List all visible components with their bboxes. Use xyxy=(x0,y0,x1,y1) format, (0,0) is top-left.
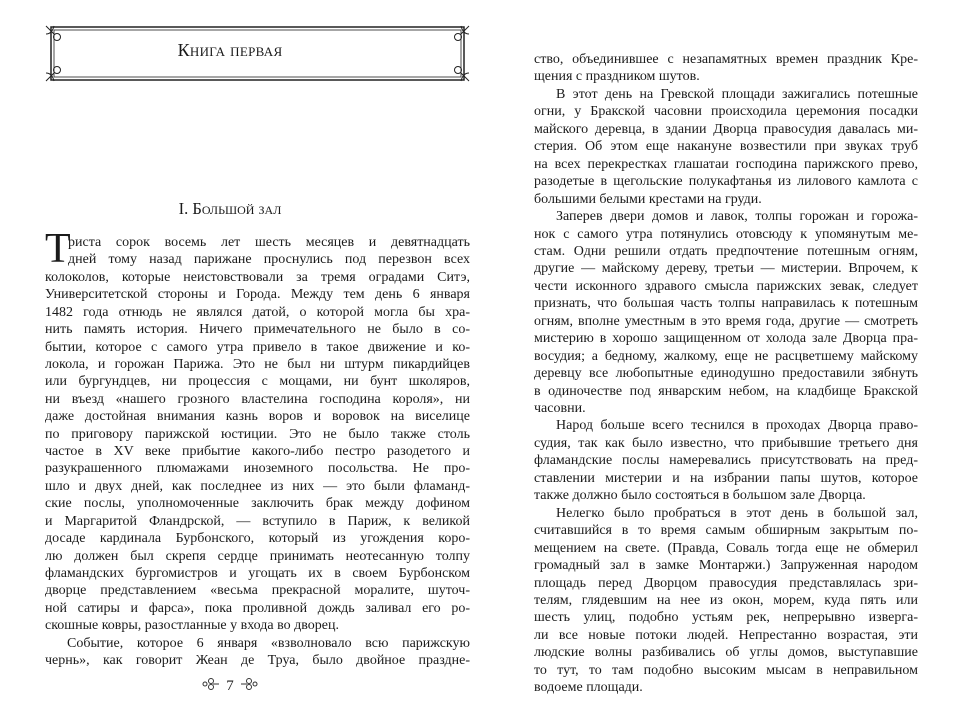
text-line: мистерию в хорошо защищенном от холода зале Дворца пра- xyxy=(534,331,918,347)
text-line: ной сатиры и фарса», пока проливной дождь заливал его ро- xyxy=(45,600,470,616)
text-line: огням, вполне уместным в это время года, другие — смотреть xyxy=(534,313,918,329)
text-line: и Маргаритой Фландрской, — вступило в Париж, к великой xyxy=(45,513,470,529)
drop-cap: Т xyxy=(45,226,71,272)
book-title: Книга первая xyxy=(177,40,283,60)
text-line: ни въезд «нашего грозного властелина господина короля», ни xyxy=(45,391,470,407)
text-line: в одиночестве под январским небом, на кладбище Бракской xyxy=(534,383,918,399)
text-line: фламандские послы намеревались присутствовать на пред- xyxy=(534,453,918,469)
text-line: стам. Одни решили отдать предпочтение потешным огням, xyxy=(534,243,918,259)
text-line: телям, глядевшим на нее из окон, морем, куда пять или xyxy=(534,592,918,608)
text-line: нок с самого утра потянулись отовсюду к упомянутым ме- xyxy=(534,226,918,242)
text-line: Событие, которое 6 января «взволновало всю парижскую xyxy=(67,635,470,651)
text-line: ставлении мистерии и на избрании папы шутов, которое xyxy=(534,470,918,486)
text-line: фламандских бургомистров и угощать их в своем Бурбонском xyxy=(45,565,470,581)
text-line: другие — майскому дереву, третьи — мистерии. Впрочем, к xyxy=(534,261,918,277)
text-line: нить память история. Ничего примечательного не было в со- xyxy=(45,322,470,338)
chapter-title: I. Большой зал xyxy=(178,199,282,218)
page-footer xyxy=(195,678,265,695)
text-line: Народ больше всего теснился в проходах Дворца право- xyxy=(556,418,918,434)
text-line: огни, у Бракской часовни происходила церемония посадки xyxy=(534,104,918,120)
text-line: большими белыми крестами на груди. xyxy=(534,191,762,207)
text-line: риста сорок восемь лет шесть месяцев и девятнадцать xyxy=(68,235,470,250)
text-line: щения с праздником шутов. xyxy=(534,69,700,85)
text-line: стерия. Об этом еще накануне возвестили при звуках труб xyxy=(534,139,918,155)
text-line: или бургундцев, ни процессия с мощами, ни бунт школяров, xyxy=(45,374,470,390)
text-line: лю должен был скрепя сердце принимать неотесанную толпу xyxy=(45,548,470,564)
text-line: то тут, то там подобно высоким мысам в неправильном xyxy=(534,662,918,678)
text-line: ство, объединившее с незапамятных времен праздник Кре- xyxy=(534,52,918,67)
text-line: по приговору парижской юстиции. Это не было также столь xyxy=(45,426,470,442)
text-line: Нелегко было пробраться в этот день в большой зал, xyxy=(556,505,918,521)
text-line: В этот день на Гревской площади зажигались потешные xyxy=(556,86,918,102)
text-line: людские волны разбивались об углы домов, выступавшие xyxy=(534,645,918,661)
text-line: на всех перекрестках глашатаи господина парижского прево, xyxy=(534,156,918,172)
text-line: восудия; а бедному, жалкому, еще не расцветшему майскому xyxy=(534,348,918,364)
text-line: шло и двух дней, как последнее из них — это были фламанд- xyxy=(45,478,470,494)
page-number: 7 xyxy=(226,678,234,694)
text-line: деревцу все любопытные единодушно предоставили зябнуть xyxy=(534,366,918,382)
text-line: считавшийся в то время самым обширным закрытым по- xyxy=(534,523,918,539)
text-line: мещением на свете. (Правда, Соваль тогда еще не обмерил xyxy=(534,540,918,556)
text-line: шесть улиц, подобно устьям рек, непрерывно изверга- xyxy=(534,610,918,626)
text-line: чести исконного здравого смысла парижских зевак, следует xyxy=(534,278,918,294)
text-line: водоеме площади. xyxy=(534,680,643,696)
text-line: судия, так как было известно, что прибывшие третьего дня xyxy=(534,435,918,451)
text-line: разодетые в щегольские полукафтанья из лилового камлота с xyxy=(534,174,918,190)
text-line: дворце представлением «весьма прекрасной моралите, шуточ- xyxy=(45,583,470,599)
text-line: локола, и горожан Парижа. Это не был ни штурм пикардийцев xyxy=(45,356,470,372)
text-line: громадный зал в замке Монтаржи.) Запруженная народом xyxy=(534,558,918,574)
text-line: досаде кардинала Бурбонского, который из угождения коро- xyxy=(45,531,470,547)
text-line: 1482 года отнюдь не являлся датой, о которой могла бы хра- xyxy=(45,304,470,320)
text-line: бытии, которое с самого утра привело в такое движение и ко- xyxy=(45,339,470,355)
text-line: ские послы, уполномоченные заключить брак между дофином xyxy=(45,496,470,512)
text-line: частое в XV веке прибытие какого-либо пестро разодетого и xyxy=(45,444,470,460)
text-line: колоколов, которые неистовствовали за тремя оградами Ситэ, xyxy=(45,269,470,285)
fleuron-icon xyxy=(240,678,258,695)
text-line: признать, что большая часть толпы направилась к потешным xyxy=(534,296,918,312)
text-line: также должно было состояться в большом зале Дворца. xyxy=(534,488,866,504)
text-line: часовни. xyxy=(534,401,586,416)
text-line: разукрашенного плюмажами иноземного посольства. Не про- xyxy=(45,461,470,477)
text-line: дней тому назад парижане проснулись под перезвон всех xyxy=(68,252,470,268)
text-line: площадь перед Дворцом правосудия представлялась зри- xyxy=(534,575,918,591)
text-line: майского деревца, в здании Дворца правосудия давалась ми- xyxy=(534,121,918,137)
text-line: скошные ковры, разостланные у входа во дворец. xyxy=(45,618,339,634)
text-line: Заперев двери домов и лавок, толпы горожан и горожа- xyxy=(556,209,918,225)
text-line: Университетской стороны и Города. Между тем день 6 января xyxy=(45,287,470,303)
text-line: чернь», как говорит Жеан де Труа, было двойное праздне- xyxy=(45,653,470,669)
text-line: ли все новые потоки людей. Непрестанно возрастая, эти xyxy=(534,627,918,643)
text-line: даже достойная внимания казнь воров и воровок на виселице xyxy=(45,409,470,425)
fleuron-icon xyxy=(202,678,220,695)
